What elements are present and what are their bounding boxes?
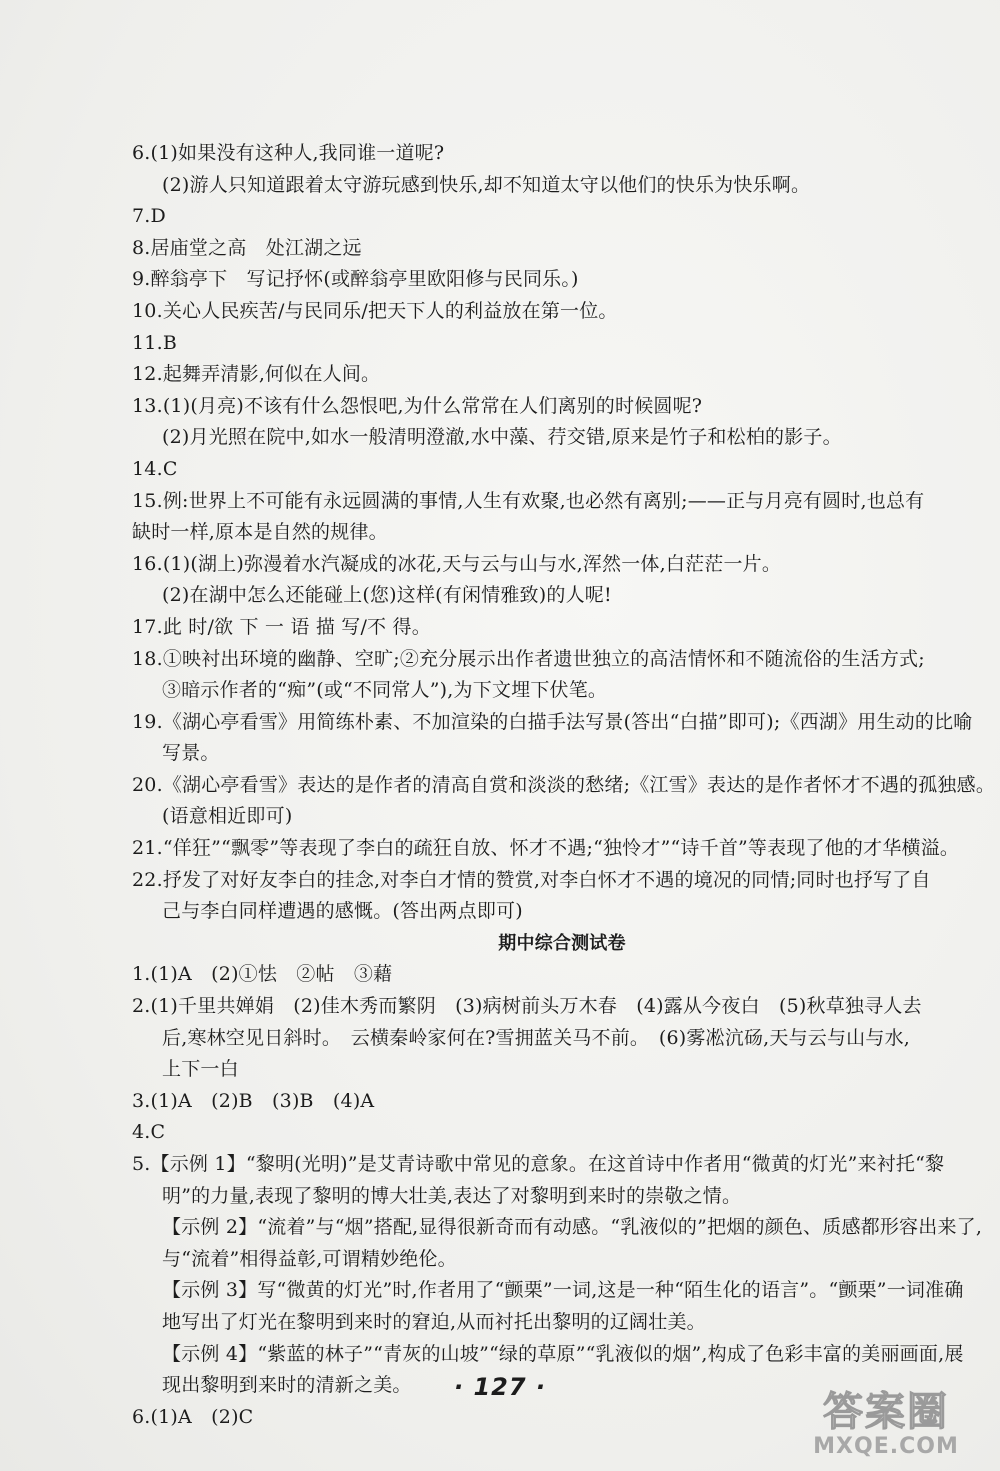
answer-line: 【示例 4】“紫蓝的林子”“青灰的山坡”“绿的草原”“乳液似的烟”,构成了色彩丰富的美丽画面,展 <box>162 1342 964 1365</box>
answer-line: 3.(1)A (2)B (3)B (4)A <box>132 1089 375 1112</box>
answer-line: (2)月光照在院中,如水一般清明澄澈,水中藻、荇交错,原来是竹子和松柏的影子。 <box>162 426 842 449</box>
answer-line: 11.B <box>132 331 177 354</box>
answer-line: 【示例 3】写“微黄的灯光”时,作者用了“颤栗”一词,这是一种“陌生化的语言”。“颤栗”一词准确 <box>162 1279 964 1302</box>
answer-line: 15.例:世界上不可能有永远圆满的事情,人生有欢聚,也必然有离别;——正与月亮有圆时,也总有 <box>132 489 925 512</box>
watermark-logo <box>786 1390 986 1466</box>
answer-line: (2)在湖中怎么还能碰上(您)这样(有闲情雅致)的人呢! <box>162 584 612 607</box>
answer-line: 13.(1)(月亮)不该有什么怨恨吧,为什么常常在人们离别的时候圆呢? <box>132 394 703 417</box>
answer-line: 19.《湖心亭看雪》用简练朴素、不加渲染的白描手法写景(答出“白描”即可);《西湖》用生动的比喻 <box>132 710 973 733</box>
answer-line: 12.起舞弄清影,何似在人间。 <box>132 363 381 386</box>
answer-line: 【示例 2】“流着”与“烟”搭配,显得很新奇而有动感。“乳液似的”把烟的颜色、质感都形容出来了, <box>162 1216 983 1239</box>
answer-line: 7.D <box>132 205 166 228</box>
section-title: 期中综合测试卷 <box>498 932 626 954</box>
answer-line: 现出黎明到来时的清新之美。 <box>162 1374 412 1397</box>
answer-line: 2.(1)千里共婵娟 (2)佳木秀而繁阴 (3)病树前头万木春 (4)露从今夜白 (5)秋草独寻人去 <box>132 995 922 1018</box>
answer-line: 地写出了灯光在黎明到来时的窘迫,从而衬托出黎明的辽阔壮美。 <box>162 1310 706 1333</box>
answer-line: 后,寒林空见日斜时。 云横秦岭家何在?雪拥蓝关马不前。 (6)雾凇沆砀,天与云与山与水, <box>162 1026 911 1049</box>
answer-line: 与“流着”相得益彰,可谓精妙绝伦。 <box>162 1247 457 1270</box>
answer-line: 20.《湖心亭看雪》表达的是作者的清高自赏和淡淡的愁绪;《江雪》表达的是作者怀才不遇的孤独感。 <box>132 773 996 796</box>
answer-line: 21.“佯狂”“飘零”等表现了李白的疏狂自放、怀才不遇;“独怜才”“诗千首”等表现了他的才华横溢。 <box>132 837 960 860</box>
answer-line: 10.关心人民疾苦/与民同乐/把天下人的利益放在第一位。 <box>132 299 618 322</box>
answer-line: 14.C <box>132 457 178 480</box>
answer-line: 1.(1)A (2)①怯 ②帖 ③藉 <box>132 963 393 986</box>
answer-line: 8.居庙堂之高 处江湖之远 <box>132 236 362 259</box>
answer-line: 4.C <box>132 1121 166 1144</box>
watermark-url: MXQE.COM <box>813 1434 959 1459</box>
answer-line: 22.抒发了对好友李白的挂念,对李白才情的赞赏,对李白怀才不遇的境况的同情;同时也抒写了自 <box>132 868 931 891</box>
answer-line: 18.①映衬出环境的幽静、空旷;②充分展示出作者遗世独立的高洁情怀和不随流俗的生活方式; <box>132 647 925 670</box>
page-number: · 127 · <box>453 1373 547 1401</box>
answer-line: ③暗示作者的“痴”(或“不同常人”),为下文埋下伏笔。 <box>162 679 608 702</box>
answer-line: 17.此 时/欲 下 一 语 描 写/不 得。 <box>132 615 431 638</box>
watermark-title: 答案圈 <box>823 1389 949 1435</box>
answer-line: 9.醉翁亭下 写记抒怀(或醉翁亭里欧阳修与民同乐。) <box>132 268 579 291</box>
answer-line: 6.(1)如果没有这种人,我同谁一道呢? <box>132 142 445 164</box>
answer-line: 上下一白 <box>162 1058 239 1081</box>
answer-line: 缺时一样,原本是自然的规律。 <box>132 521 388 544</box>
answer-line: 6.(1)A (2)C <box>132 1405 254 1428</box>
answer-line: 写景。 <box>162 742 220 765</box>
answer-line: (语意相近即可) <box>162 805 293 828</box>
answer-line: 16.(1)(湖上)弥漫着水汽凝成的冰花,天与云与山与水,浑然一体,白茫茫一片。 <box>132 552 782 575</box>
answer-text-body <box>132 138 996 1433</box>
answer-line: (2)游人只知道跟着太守游玩感到快乐,却不知道太守以他们的快乐为快乐啊。 <box>162 173 811 196</box>
answer-line: 5.【示例 1】“黎明(光明)”是艾青诗歌中常见的意象。在这首诗中作者用“微黄的灯光”来衬托“黎 <box>132 1153 945 1175</box>
answer-line: 己与李白同样遭遇的感慨。(答出两点即可) <box>162 900 523 923</box>
answer-line: 明”的力量,表现了黎明的博大壮美,表达了对黎明到来时的崇敬之情。 <box>162 1184 742 1207</box>
